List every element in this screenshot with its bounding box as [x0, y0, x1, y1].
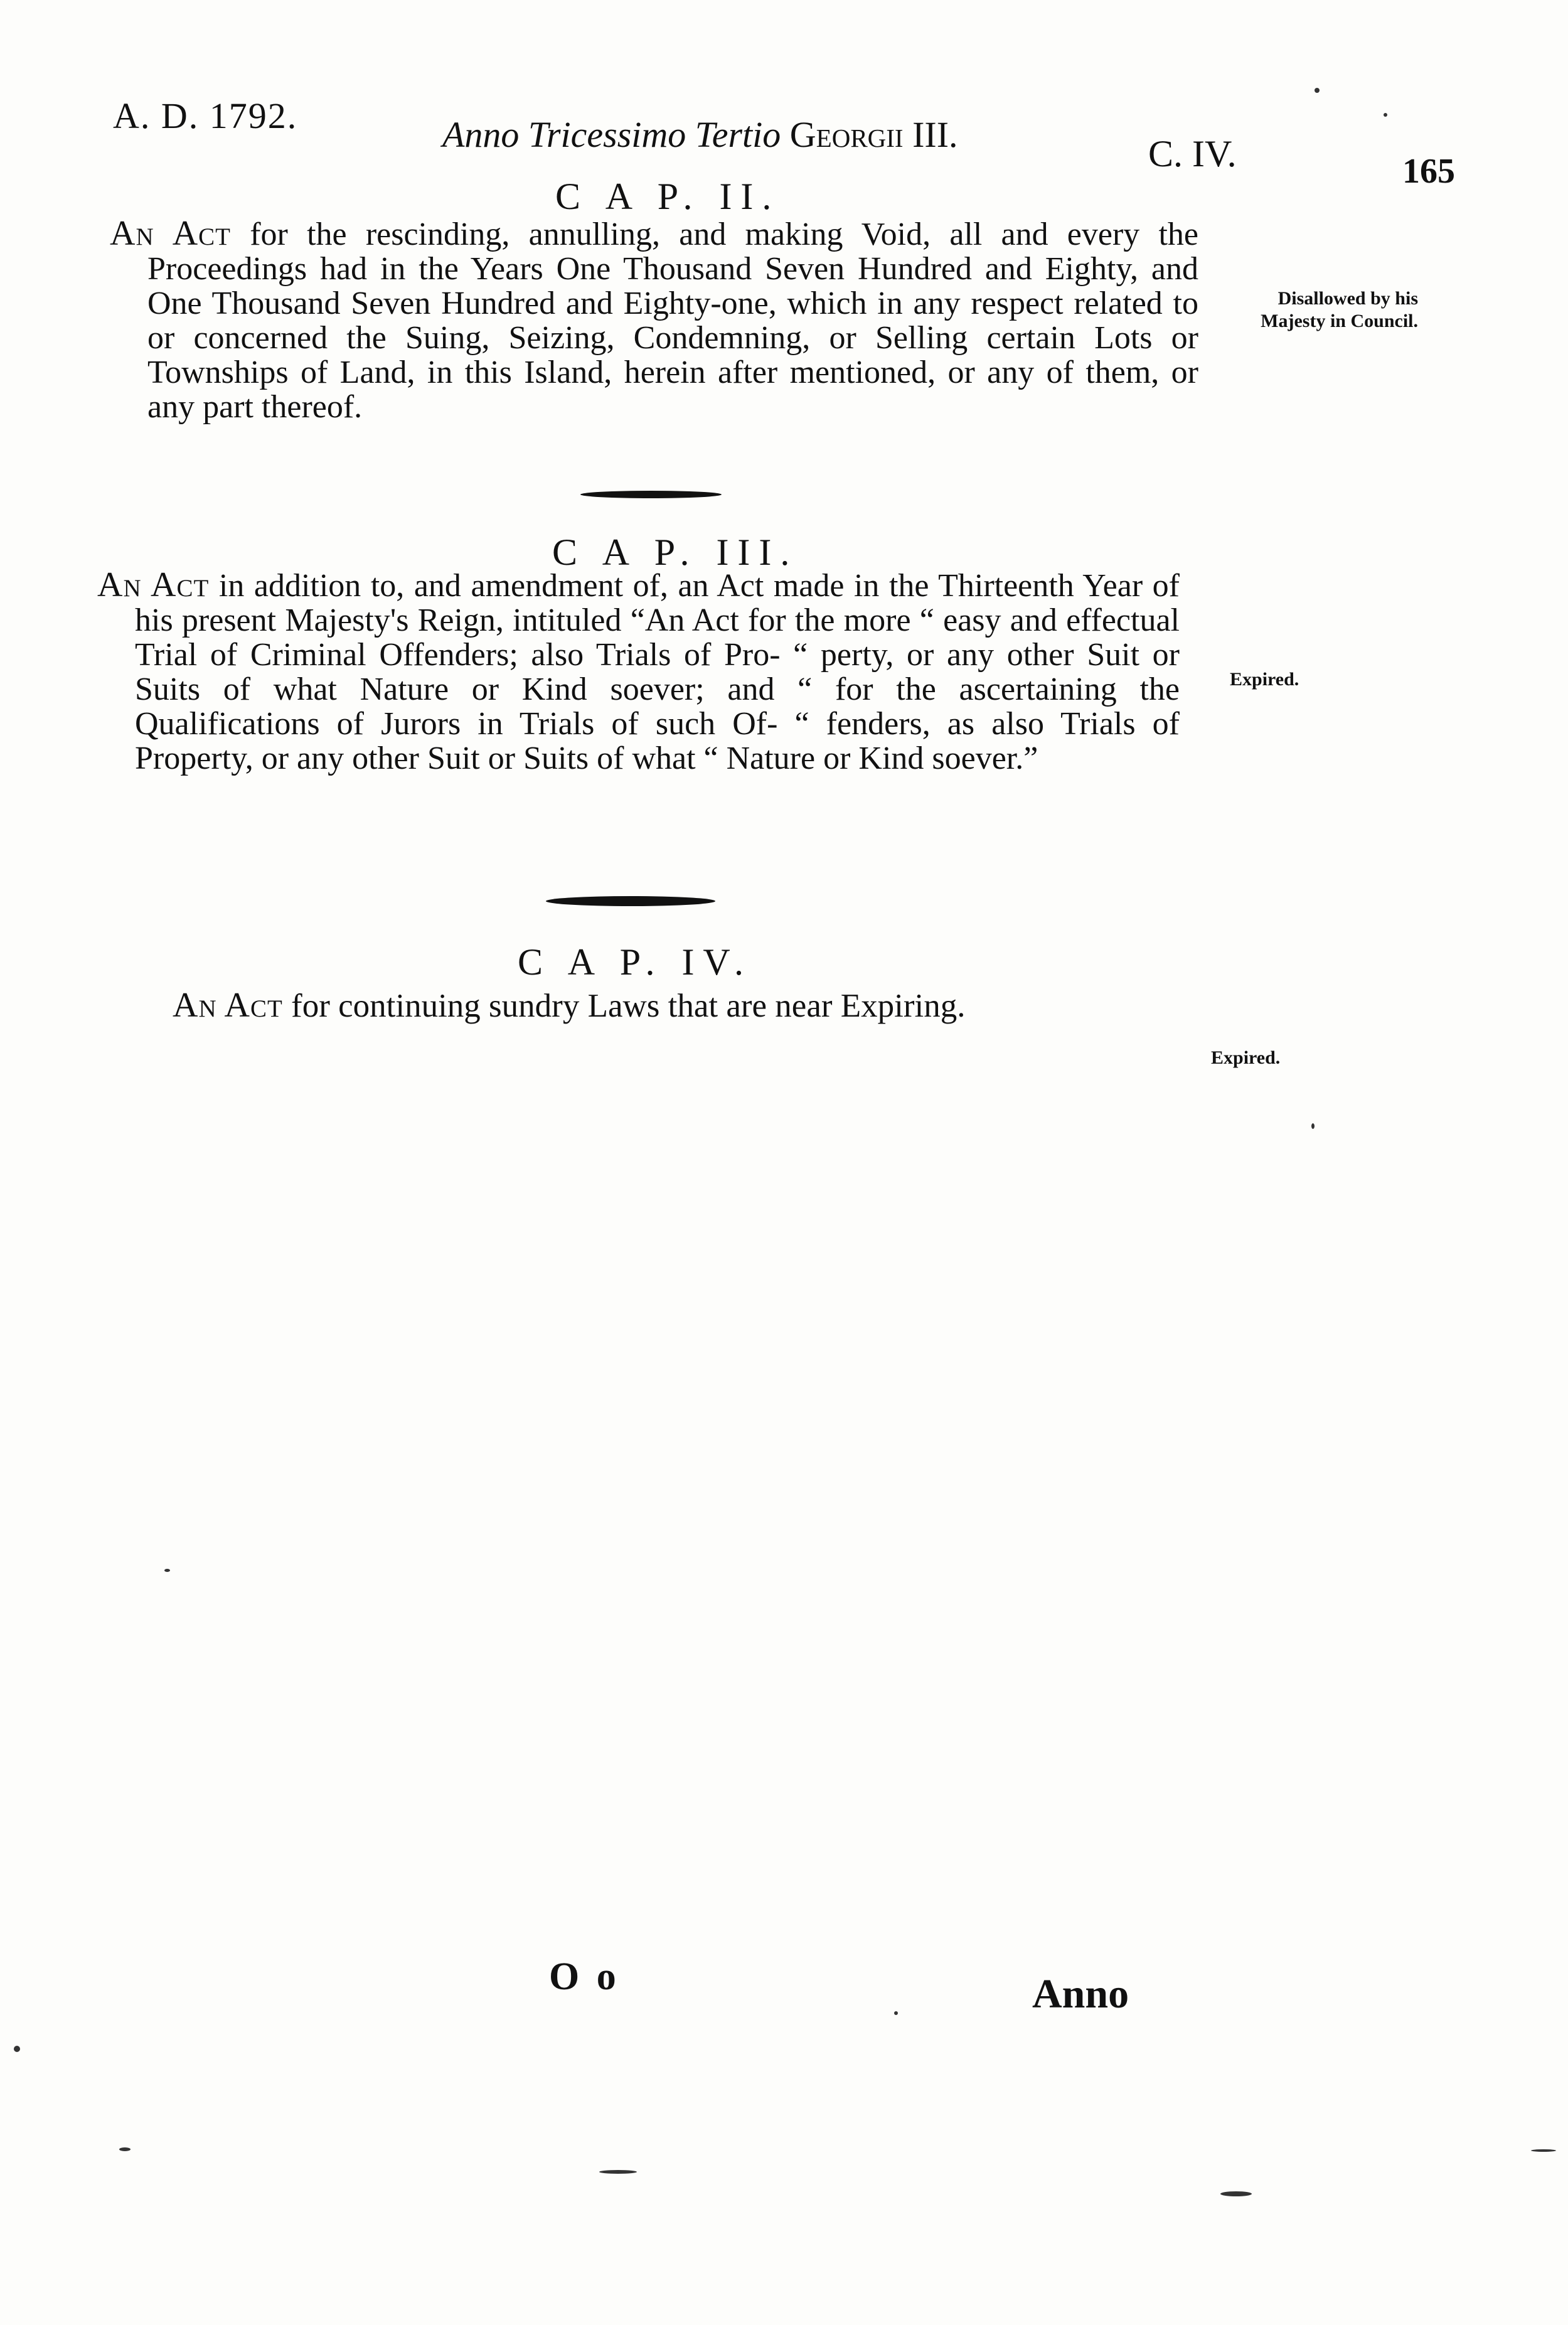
scan-speck: [14, 2046, 20, 2052]
scan-speck: [599, 2170, 637, 2174]
chapter-text: [173, 988, 1082, 1024]
scan-speck: [1384, 113, 1387, 117]
running-head-year: A. D. 1792.: [113, 95, 298, 136]
margin-note-line: Majesty in Council.: [1261, 311, 1418, 331]
margin-note: Expired.: [1211, 1047, 1281, 1068]
act-body: for the rescinding, annulling, and making Void, all and every the Proceedings had in the Years One Thousand Seven Hundred and Eighty, and One Thousand Seven Hundred and Eighty-one, which in any respect related to or concerned the Suing, Seizing, Condemning, or Selling certain Lots or Townships of Land, in this Island, herein after mentioned, or any of them, or any part thereof.: [147, 216, 1199, 425]
act-label: An Act: [97, 565, 210, 604]
chapter-heading: C A P. III.: [552, 532, 799, 573]
chapter-text: [97, 565, 1180, 776]
scan-speck: [894, 2011, 898, 2015]
scan-speck: [164, 1569, 170, 1572]
section-divider: [546, 896, 715, 906]
running-head-title-italic: Anno Tricessimo Tertio: [442, 114, 781, 155]
page-number: 165: [1402, 152, 1455, 191]
catchword: Anno: [1032, 1971, 1129, 2017]
running-head-title: [442, 113, 958, 157]
scan-speck: [1315, 88, 1320, 93]
scan-speck: [1531, 2149, 1556, 2152]
chapter-heading: C A P. II.: [555, 176, 781, 217]
running-head-title-roman: Georgii III.: [789, 114, 958, 155]
scan-speck: [1311, 1123, 1315, 1129]
scan-speck: [1220, 2191, 1252, 2196]
margin-note-line: Disallowed by his: [1277, 288, 1418, 309]
act-body: in addition to, and amendment of, an Act made in the Thirteenth Year of his present Majesty's Reign, intituled “An Act for the more “ easy and effectual Trial of Criminal Offenders; also Trials of Pro- “ perty, or any other Suit or Suits of what Nature or Kind soever; and “ for the ascertaining the Qualifications of Jurors in Trials of such Of- “ fenders, as also Trials of Property, or any other Suit or Suits of what “ Nature or Kind soever.”: [135, 568, 1180, 776]
signature-mark: O o: [549, 1955, 620, 1998]
act-label: An Act: [110, 214, 232, 253]
running-head-chapter: C. IV.: [1148, 133, 1237, 174]
act-label: An Act: [173, 986, 283, 1025]
act-body: for continuing sundry Laws that are near Expiring.: [291, 988, 966, 1024]
chapter-text: [110, 216, 1198, 424]
margin-note: Expired.: [1230, 669, 1299, 690]
section-divider: [580, 491, 722, 498]
scan-speck: [119, 2147, 131, 2151]
margin-note: [1224, 287, 1418, 333]
chapter-heading: C A P. IV.: [518, 941, 753, 983]
